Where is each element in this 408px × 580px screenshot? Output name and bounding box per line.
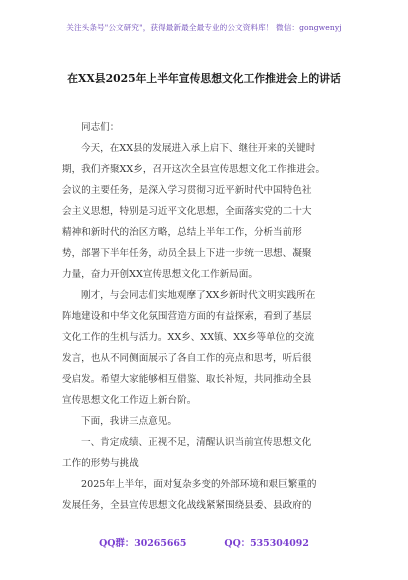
footer-qq-group: QQ群：30265665 bbox=[99, 538, 187, 549]
body-line: 下面，我讲三点意见。 bbox=[81, 416, 177, 427]
body-line: 阵地建设和中华文化氛围营造方面的有益探索，看到了基层 bbox=[62, 311, 312, 322]
body-line: 今天，在XX县的发展进入承上启下、继往开来的关键时 bbox=[81, 143, 316, 154]
body-line: 宣传思想文化工作迈上新台阶。 bbox=[62, 395, 197, 406]
body-line: 一、肯定成绩、正视不足，清醒认识当前宣传思想文化 bbox=[81, 437, 312, 448]
body-line: 势，部署下半年任务，动员全县上下进一步统一思想、凝聚 bbox=[62, 248, 312, 259]
body-line: 期，我们齐聚XX乡，召开这次全县宣传思想文化工作推进会。 bbox=[62, 164, 326, 175]
body-line: 2025年上半年，面对复杂多变的外部环境和艰巨繁重的 bbox=[81, 479, 317, 490]
body-line: 会主义思想，特别是习近平文化思想，全面落实党的二十大 bbox=[62, 206, 312, 217]
body-line: 发言，也从不同侧面展示了各自工作的亮点和思考，听后很 bbox=[62, 353, 312, 364]
body-line: 同志们： bbox=[81, 122, 120, 133]
footer-qq-number: QQ：535304092 bbox=[224, 538, 309, 549]
body-line: 发展任务，全县宣传思想文化战线紧紧围绕县委、县政府的 bbox=[62, 500, 312, 511]
body-line: 会议的主要任务，是深入学习贯彻习近平新时代中国特色社 bbox=[62, 185, 312, 196]
header-promo-note: 关注头条号"公文研究"，获得最新最全最专业的公文资料库！ 微信：gongwenyj bbox=[66, 23, 342, 32]
body-line: 刚才，与会同志们实地观摩了XX乡新时代文明实践所在 bbox=[81, 290, 316, 301]
body-line: 工作的形势与挑战 bbox=[62, 458, 139, 469]
body-line: 受启发。希望大家能够相互借鉴、取长补短，共同推动全县 bbox=[62, 374, 312, 385]
footer-contact bbox=[0, 535, 408, 549]
document-title: 在XX县2025年上半年宣传思想文化工作推进会上的讲话 bbox=[67, 72, 341, 85]
document-body bbox=[62, 117, 352, 516]
body-line: 精神和新时代的治区方略，总结上半年工作，分析当前形 bbox=[62, 227, 302, 238]
body-line: 文化工作的生机与活力。XX乡、XX镇、XX乡等单位的交流 bbox=[62, 332, 315, 343]
body-line: 力量，奋力开创XX宣传思想文化工作新局面。 bbox=[62, 269, 258, 280]
